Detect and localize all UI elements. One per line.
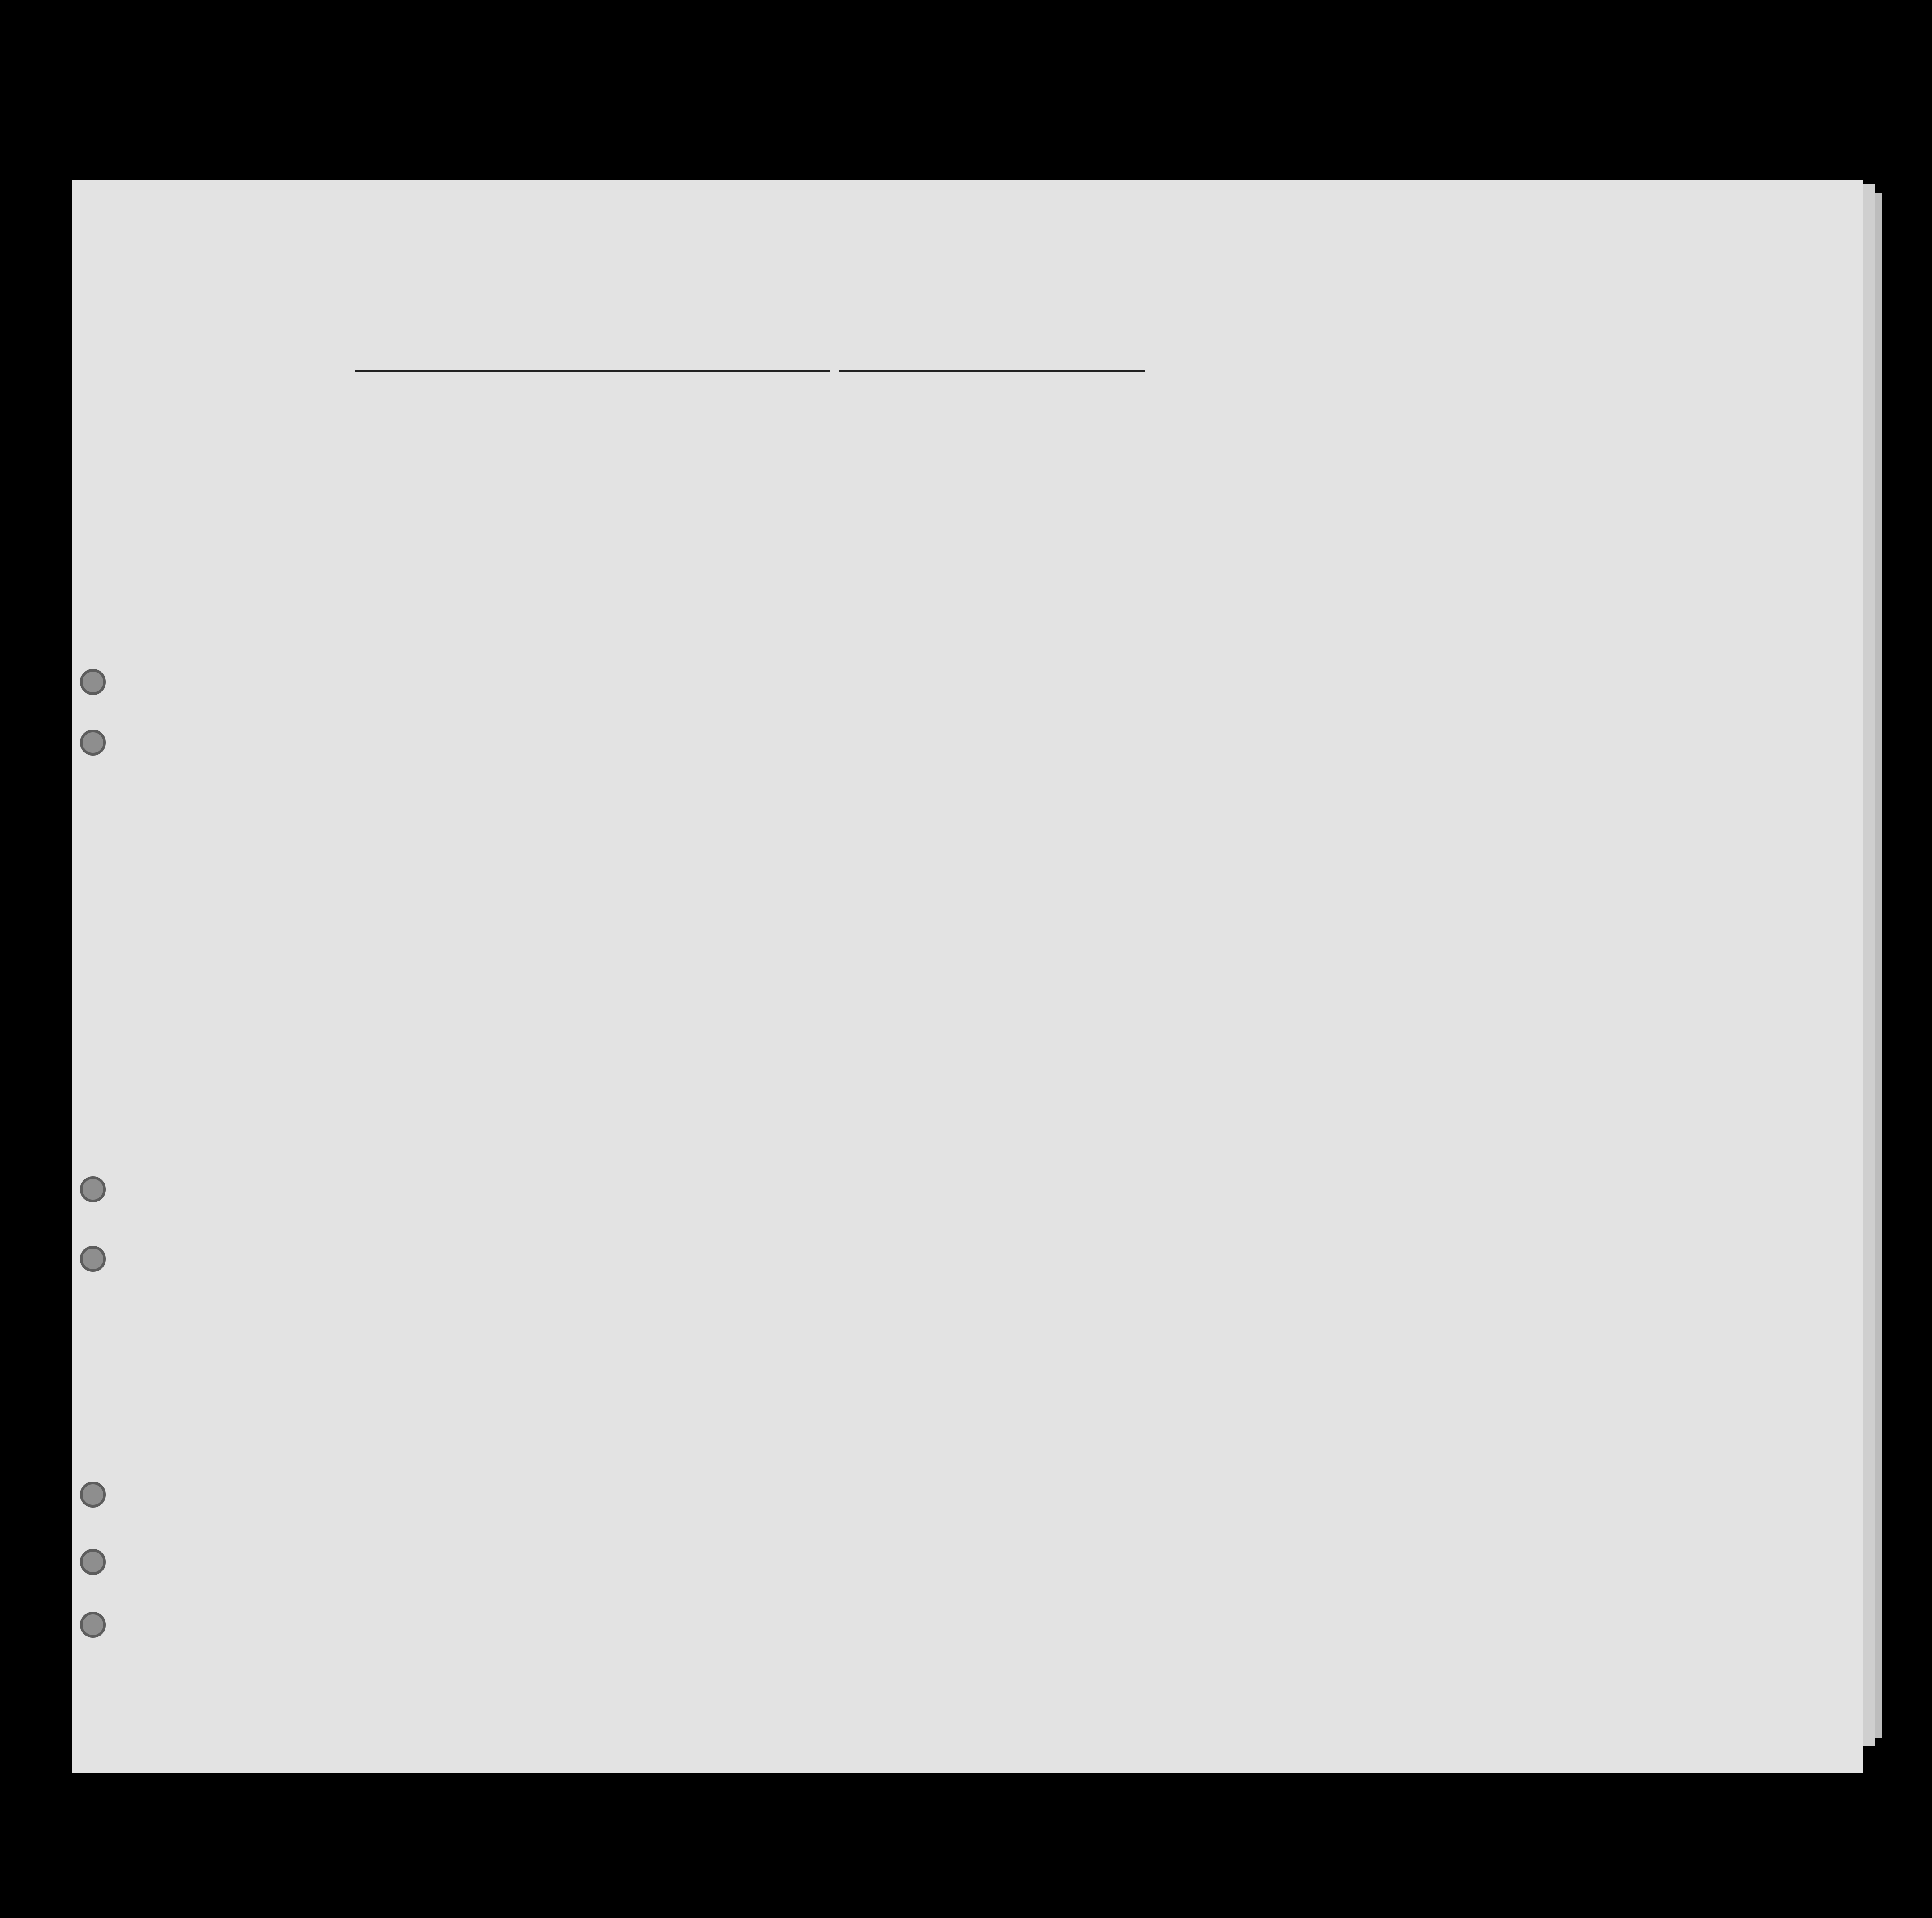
binder-hole — [80, 669, 106, 695]
paper-edge — [1875, 193, 1882, 1738]
binder-hole — [80, 1612, 106, 1638]
rule-line — [839, 370, 1145, 372]
binder-hole — [80, 1549, 106, 1575]
paper-edge — [1863, 184, 1875, 1746]
binder-hole — [80, 730, 106, 756]
rule-line — [355, 370, 830, 372]
binder-hole — [80, 1176, 106, 1202]
binder-hole — [80, 1246, 106, 1272]
binder-hole — [80, 1482, 106, 1508]
manifest-sheet — [72, 180, 1863, 1773]
